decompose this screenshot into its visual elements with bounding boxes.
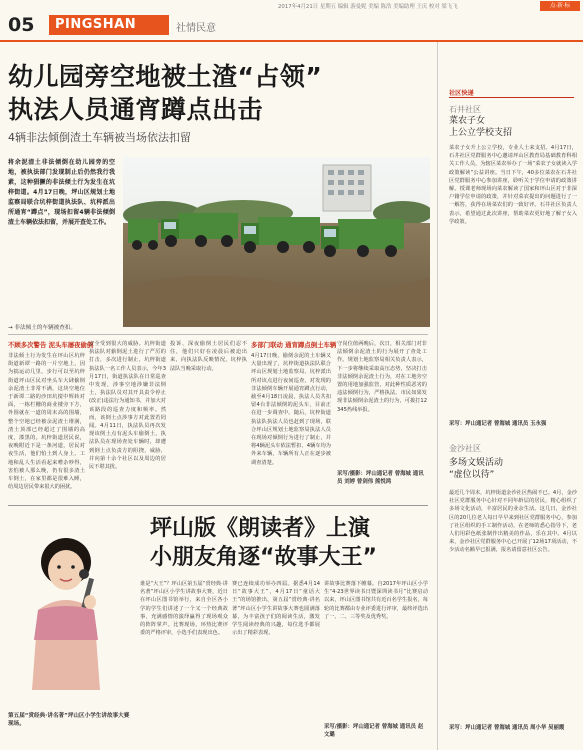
header-rule (0, 40, 583, 42)
item1-title-line-2: 上公立学校支招 (449, 128, 513, 138)
item2-byline: 采写：坪山通记者 曾海城 通讯员 周小华 吴丽霞 (449, 725, 565, 731)
article1-col5: 守岗位值两晚后，次日，相关部门对非法倾倒余泥渣土的行为展开了查处工作。规划土地监察局相关负责人表示，下一步将继续采取高压态势，坚决打击非法倾倒余泥渣土行为，对在工地旁空置的用地加强监管，对此种性质恶劣的违法倾倒行为，严格执法。市民如果发现非法倾倒余泥渣土的行为，可拨打12345热线举报。 (337, 341, 427, 413)
headline-line-1: 幼儿园旁空地被土渣“占领” (8, 62, 323, 91)
date-line: 2017年4月21日 星期五 编辑 游曼妮 美编 陈浩 美编助理 王庆 校对 梁飞飞 (278, 4, 458, 10)
section-name: PINGSHAN (49, 15, 169, 35)
item1-tag: 石井社区 (449, 105, 481, 114)
photo-caption: → 非法倾土的车辆被查扣。 (8, 325, 76, 331)
section-label: 社情民意 (176, 23, 216, 34)
item2-title-line-2: “虚位以待” (449, 470, 495, 480)
article1-col3: 投诉、深夜偷倒土居民们忍不住，他们只好在凌晨后被迫出来，向执法队反映情况，坑梓执法队当晚采取行动。 (170, 341, 247, 372)
article2-col3: 讲故事比赛落下帷幕。自2017年坪山区小学生“4·23世界读书日暨深圳读书月”比赛启动以来，坪山区图书馆共有近百名学生报名，每轮的比赛都由专业评委进行评审，最终评选出了一、二、三等奖及优秀奖。 (324, 581, 428, 620)
article2-col1: 谁是“大王”？坪山区第五届“赏经典·讲名著”坪山区小学生讲故事大赛，近日在坪山区图书馆举行，来自全区各小学的学生们讲述了一个又一个经典故事，充满感情的演绎赢得了现场观众的阵阵掌声。比赛现场，环热比赛评委的严格评审，小选手们表现出色。 (140, 581, 228, 637)
item1-body: 菜农子女升上公立学校，专业人士来支招。4月17日，石井社区党群服务中心邀请坪山区教育局基础教育科相关工作人员，为辖区菜农举办了一场“菜农子女就读入学政策解读”公益讲座。当日下午，40多位菜农在石井社区党群服务中心参加讲座，聆听关于学位申请的政策讲解。授课老师现场向菜农解读了国家和坪山区对于非深户籍学位申请的政策，并针对菜农提出的问题进行了一一解答，获得在场菜农们的一致好评。石井社区负责人表示，希望通过此次讲座，帮助菜农更好地了解子女入学政策。 (449, 145, 577, 225)
article2-byline: 采写/摄影：坪山通记者 曾海城 通讯员 赵文璐 (324, 724, 424, 738)
article1-byline: 采写/摄影：坪山通记者 曾海城 通讯员 刘婷 曾剑伟 熊悦鸿 (337, 471, 424, 485)
item2-title-line-1: 多场文娱活动 (449, 458, 504, 468)
item1-title-line-1: 菜农子女 (449, 116, 486, 126)
article1-col1: 非法倾土行为发生在坪山区坑梓街道新谭一路的一片空地上，因为搞运动几里，步行可以至坑梓街道坪山区民对坐头车大肆偷倒余泥渣土非常不满，这块空地位于新谭二路的沙田坑搅中辉转对面，一栋栏栅的商业楼旁下方，外围就在一道的周末高的围墙，整个空地已经被余泥渣土堆满，渣土顶部已经超过了围墙的高度，漆黑的。坑梓街道居民说，夜晚附近下是一条河道，居民对夜生活，他们怕土到人身上，工地和乱人生活看起来嘈杂吵得，害怕被人那么晚，仍有很多渣土车倒土，在家里都是很难入睡，给周边居民带来很大的困扰。 (8, 353, 85, 491)
item1-byline: 采写：坪山通记者 曾海城 通讯员 玉永强 (449, 421, 547, 427)
article2-headline-line-1: 坪山版《朗读者》上演 (150, 516, 371, 541)
child-photo (8, 510, 128, 710)
subtitle-1: 不顾多次警告 泥头车屡夜偷倒 (8, 341, 94, 349)
sidebar-section-tag: 社区快递 (449, 90, 474, 97)
item2-body: 最近几个周末，坑梓街道金沙社区热闹不已。4月，金沙社区党群服务中心针对不同年龄层的居民，精心组织了多场文化活动，丰富居民的业余生活。这几日，金沙社区的20几位老人每日早早来到社区党群服务中心，参加了社区组织的手工制作活动，在老师的悉心指导下，老人们用彩色纸张制作出精美的作品，乐在其中。4月以来，金沙社区党群服务中心已开展了12场17项活动，不少活动名额早已报满，报名请留意社区公告。 (449, 490, 577, 554)
page-header (0, 0, 583, 42)
article2-headline-line-2: 小朋友角逐“故事大王” (150, 545, 377, 570)
item2-tag: 金沙社区 (449, 444, 481, 453)
sidebar-rule (449, 97, 574, 98)
brand-logo: 点·新·标 (540, 1, 580, 11)
subtitle-2: 多部门联动 通宵蹲点倒土车辆 (251, 341, 337, 349)
article2-col2: 赛已连续成功举办四届。据悉4月14日“故事大王”，4月17日“童话大王”的场馆推出，第五届“赏经典·讲名著”坪山区小学生讲故事大赛也圆满落幕，为丰富孩子们的阅读生活，激发学生阅读经典的兴趣，每位选手都展示出了精彩表现。 (232, 581, 320, 637)
trucks-photo (123, 157, 430, 327)
child-photo-caption: 第五届“赏经典·讲名著”坪山区小学生讲故事大赛现场。 (8, 713, 130, 727)
article-intro: 将余泥渣土非法倾倒在幼儿园旁的空地，被执法部门发现制止后仍然我行我素，这种猖獗的非法倾土行为发生在坑梓街道。4月17日晚，坪山区规划土地监察局联合坑梓街道执法队、坑梓派出所通宵“蹲点”，现场扣留4辆非法倾倒渣土车辆依法扣留，并展开查处工作。 (8, 159, 115, 226)
sidebar-divider (437, 42, 438, 750)
divider (8, 334, 428, 335)
subheadline: 4辆非法倾倒渣土车辆被当场依法扣留 (8, 131, 191, 144)
article1-col4: 4月17日晚，偷倒余泥的土车辆又大量出现了，坑梓街道执法队联合坪山区规划土地监察局、坑梓派出所对该点进行夜间巡查，对发现的非法倾倒车辆开展通宵蹲点行动，截至4月18日凌晨，执法人员共扣留4台非法倾倒的泥头车，目前正在进一步调查中。随后，坑梓街道执法队执法人员也赶到了现场，联合坪山区规划土地监察局执法人员在现场对倾倒行为进行了制止，并将4辆泥头车依法暂扣，4辆车均为外来车辆，车辆所有人正在逐步被调查清楚。 (251, 353, 331, 466)
divider (8, 505, 428, 506)
article1-col2: 安全受到很大的威胁。坑梓街道执法队对偷倒泥土进行了严厉的打击，多次进行制止，坑梓街道执法队一名工作人员表示，今年3月17日，街道执法队在日常巡查中发现，涉事空地涉嫌非法倒土，执法队员对其开具责令停止(改正)违法行为通知书，并加大对该路段的巡查力度和频率。然而，该倒土点涉事方对此置若罔闻。4月11日，执法队员再次发现该倒土点有泥头车偷倒土，执法队员在现场查处车辆时，却遭到倒土点负责方的阻挠，威胁，并向第十余个社区以及周边的居民不堪其扰。 (89, 341, 166, 471)
headline-line-2: 执法人员通宵蹲点出击 (8, 95, 264, 124)
page-number: 05 (8, 14, 35, 36)
